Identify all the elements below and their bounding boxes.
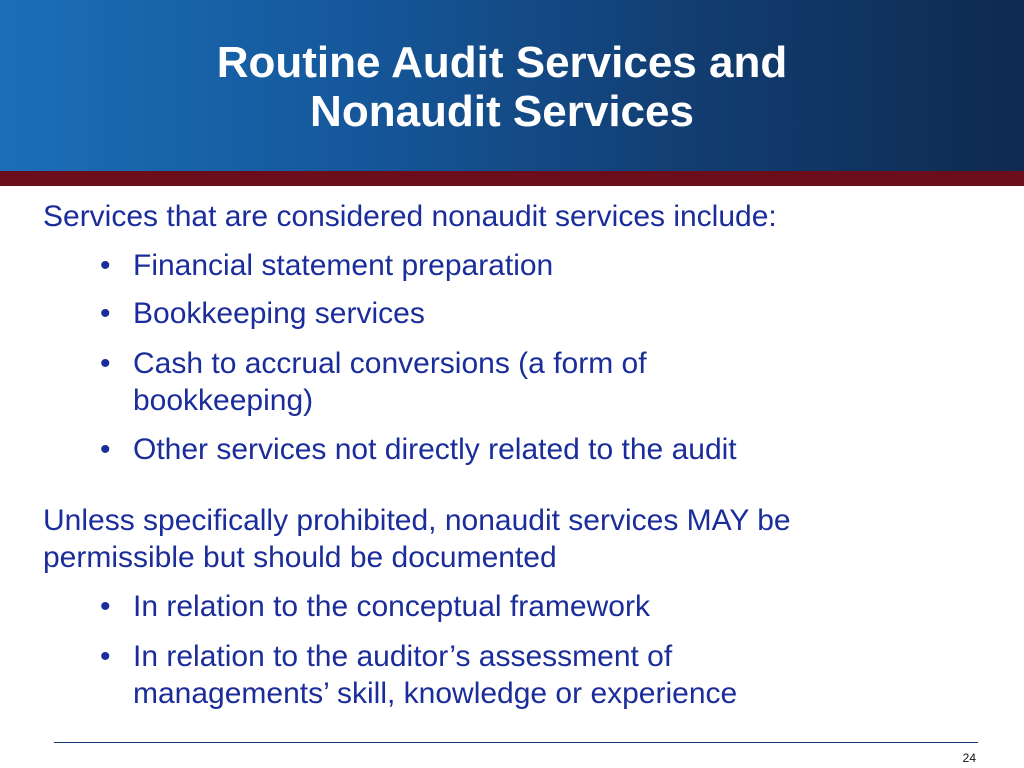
bullet-text: Cash to accrual conversions (a form of — [133, 347, 647, 380]
permissibility-text-line-2: permissible but should be documented — [43, 541, 557, 574]
footer-divider — [54, 742, 978, 743]
permissibility-text-line-1: Unless specifically prohibited, nonaudit services MAY be — [43, 504, 791, 537]
bullet-text: managements’ skill, knowledge or experience — [133, 677, 738, 710]
bullet-icon: • — [100, 249, 111, 282]
slide-title — [0, 38, 1004, 136]
bullet-icon: • — [100, 433, 111, 466]
bullet-text: Bookkeeping services — [133, 297, 425, 330]
slide-title-line-1: Routine Audit Services and — [216, 38, 788, 87]
bullet-text: Other services not directly related to the audit — [133, 433, 737, 466]
bullet-icon: • — [100, 640, 111, 673]
bullet-text: In relation to the auditor’s assessment of — [133, 640, 673, 673]
page-number: 24 — [962, 751, 976, 765]
bullet-text: bookkeeping) — [133, 384, 314, 417]
bullet-icon: • — [100, 297, 111, 330]
intro-text: Services that are considered nonaudit services include: — [43, 200, 777, 233]
slide-title-line-2: Nonaudit Services — [310, 87, 694, 136]
accent-divider — [0, 171, 1024, 186]
bullet-icon: • — [100, 347, 111, 380]
bullet-text: In relation to the conceptual framework — [133, 590, 650, 623]
title-banner — [0, 0, 1024, 171]
bullet-icon: • — [100, 590, 111, 623]
bullet-text: Financial statement preparation — [133, 249, 554, 282]
